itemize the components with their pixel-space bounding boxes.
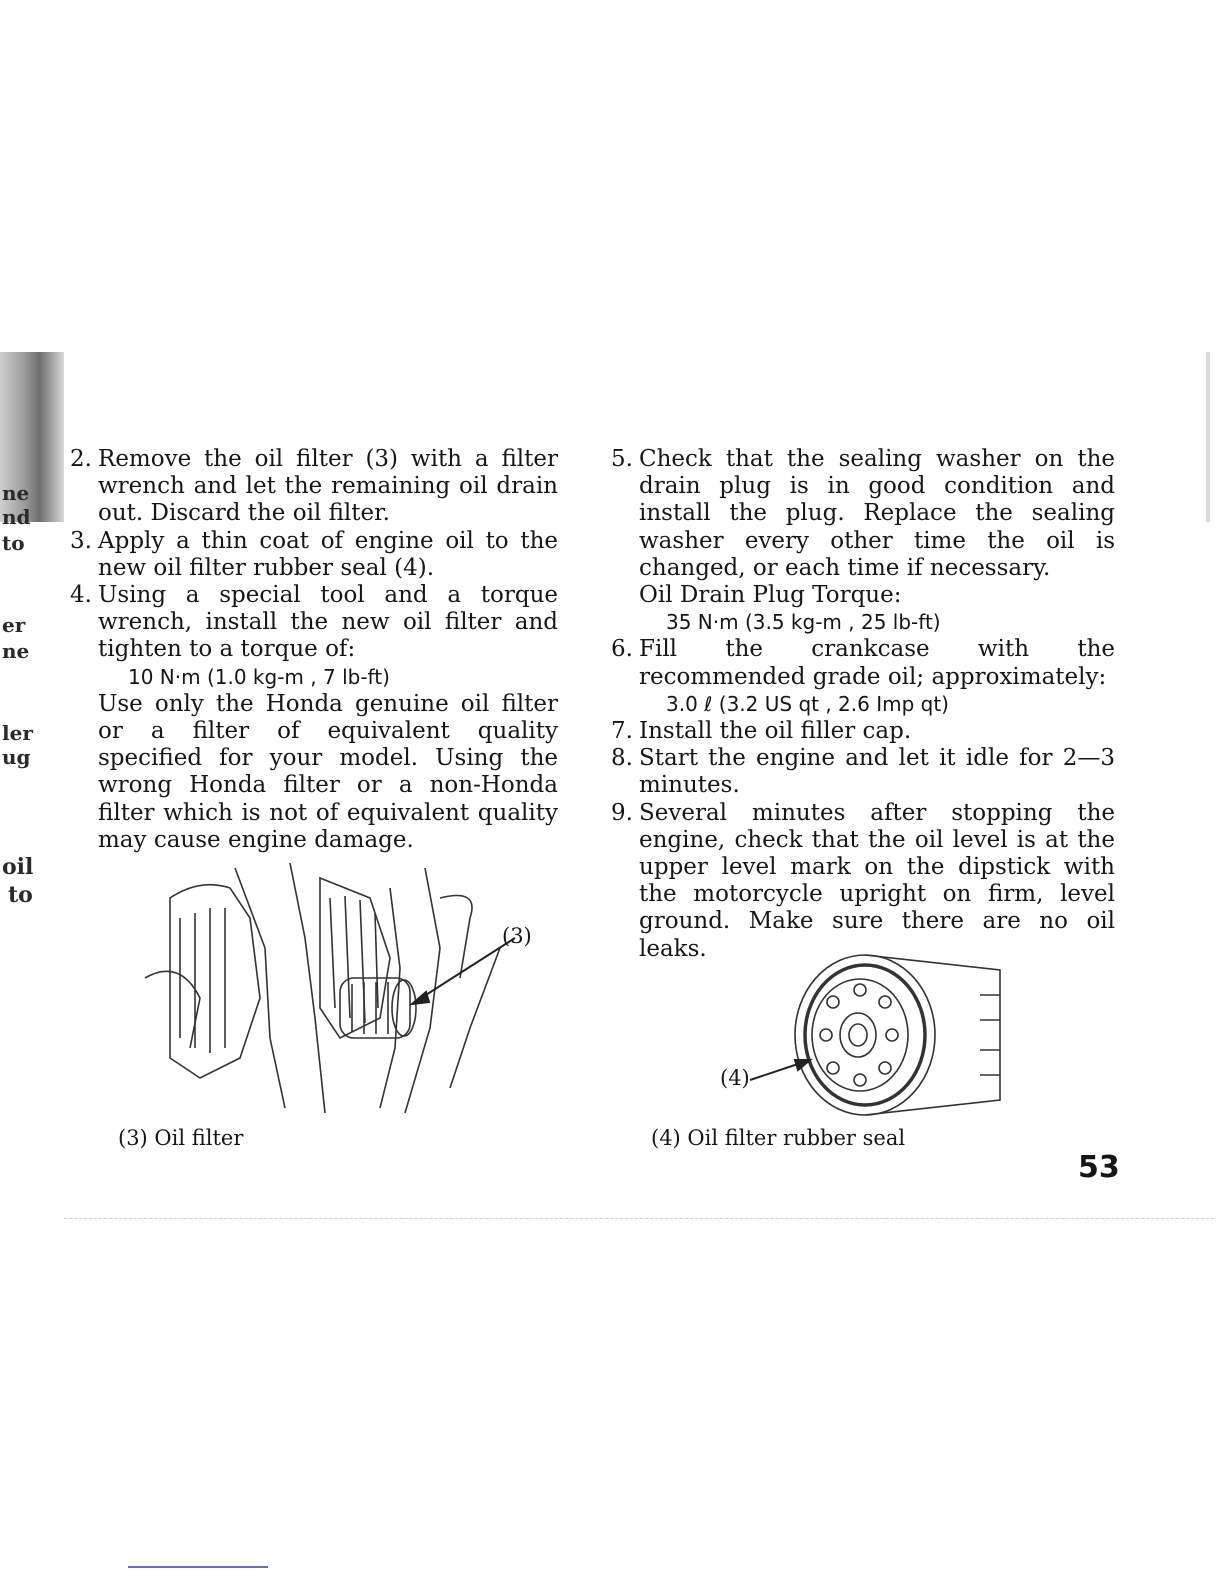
right-column	[611, 446, 1115, 963]
drain-plug-heading: Oil Drain Plug Torque:	[639, 582, 902, 609]
step-2	[70, 446, 558, 528]
step-number: 2.	[70, 446, 92, 472]
footer-rule	[128, 1566, 268, 1568]
step-text: Apply a thin coat of engine oil to the new oil filter rubber seal (4).	[98, 527, 558, 581]
step-text: Remove the oil filter (3) with a filter wrench and let the remaining oil drain out. Discard the oil filter.	[98, 446, 558, 527]
oil-filter-caption: (3) Oil filter	[118, 1126, 244, 1150]
step-9	[611, 800, 1115, 963]
step-text: Using a special tool and a torque wrench, install the new oil filter and tighten to a torque of:	[98, 582, 558, 663]
step-number: 4.	[70, 582, 92, 609]
step-6	[611, 636, 1115, 690]
filter-note: Use only the Honda genuine oil filter or a filter of equivalent quality specified for your model. Using the wrong Honda filter or a non-Honda filter which is not of equivalent quality may cause engine damage.	[98, 690, 558, 853]
step-5	[611, 446, 1115, 582]
bleed-text: er	[2, 613, 26, 637]
step-text: Check that the sealing washer on the drain plug is in good condition and install the plug. Replace the sealing washer every other time the oil is changed, or each time if necessary.	[639, 446, 1115, 581]
bleed-text: ler	[2, 721, 33, 745]
bleed-text: ug	[2, 745, 31, 769]
rubber-seal-caption: (4) Oil filter rubber seal	[651, 1126, 906, 1150]
page-bottom-edge	[64, 1218, 1214, 1219]
bleed-text: to	[2, 531, 25, 555]
step-number: 8.	[611, 745, 633, 772]
bleed-text: ne	[2, 481, 30, 505]
step-7	[611, 718, 1115, 745]
step-text: Fill the crankcase with the recommended grade oil; approximately:	[639, 636, 1115, 690]
left-column	[70, 446, 558, 854]
step-number: 6.	[611, 636, 633, 663]
bleed-text: nd	[2, 505, 31, 529]
bleed-text: oil	[2, 854, 34, 880]
step-text: Install the oil filler cap.	[639, 718, 912, 745]
oil-filter-seal-illustration	[700, 940, 1020, 1135]
oil-capacity-spec: 3.0 ℓ (3.2 US qt , 2.6 Imp qt)	[666, 691, 949, 716]
page-edge	[1206, 352, 1210, 522]
step-number: 7.	[611, 718, 633, 745]
step-number: 3.	[70, 527, 92, 554]
rubber-seal-callout: (4)	[720, 1066, 750, 1090]
step-number: 5.	[611, 446, 633, 472]
step-text: Start the engine and let it idle for 2—3 minutes.	[639, 745, 1115, 799]
page-number: 53	[1078, 1150, 1120, 1185]
bleed-text: ne	[2, 639, 30, 663]
drain-plug-spec: 35 N·m (3.5 kg-m , 25 lb-ft)	[666, 610, 941, 635]
step-8	[611, 745, 1115, 799]
oil-filter-location-illustration	[140, 858, 560, 1118]
step-4	[70, 582, 558, 664]
step-number: 9.	[611, 799, 633, 826]
bleed-text: to	[8, 882, 33, 908]
step-text: Several minutes after stopping the engine, check that the oil level is at the upper level mark on the dipstick with the motorcycle upright on firm, level ground. Make sure there are no oil leaks.	[639, 799, 1115, 962]
filter-torque-spec: 10 N·m (1.0 kg-m , 7 lb-ft)	[128, 664, 390, 689]
oil-filter-callout: (3)	[502, 924, 532, 948]
step-3	[70, 528, 558, 582]
